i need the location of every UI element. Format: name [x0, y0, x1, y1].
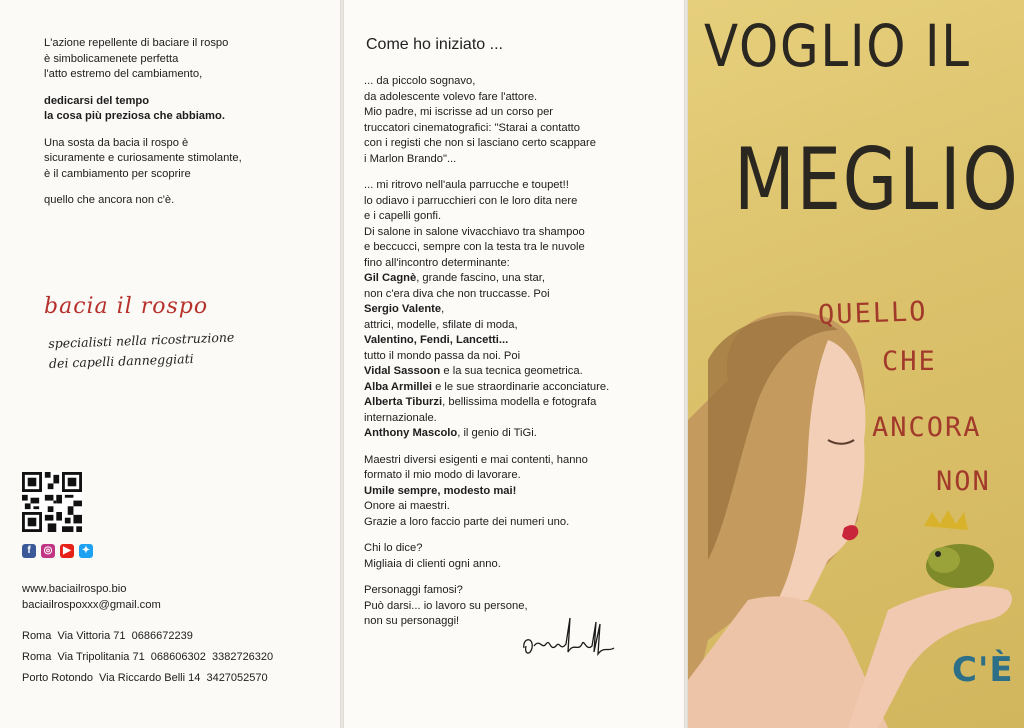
intro-line: sicuramente e curiosamente stimolante,	[44, 152, 242, 164]
story-line	[364, 152, 674, 168]
story-name: Valentino, Fendi, Lancetti...	[364, 334, 509, 346]
story-fragment: Può darsi... io lavoro su persone,	[364, 599, 528, 612]
story-fragment: i Marlon Brando"...	[364, 152, 457, 165]
story-text	[364, 74, 674, 630]
story-fragment: Onore ai maestri.	[364, 500, 450, 512]
intro-line: la cosa più preziosa che abbiamo.	[44, 110, 225, 122]
story-fragment: , il genio di TiGi.	[457, 427, 537, 439]
signature-image	[520, 608, 630, 668]
story-fragment: e le sue straordinarie acconciature.	[431, 380, 610, 393]
address-line: Porto Rotondo Via Riccardo Belli 14 3427052570	[22, 672, 268, 684]
cover-phrase-word: NON	[936, 466, 991, 497]
story-line	[364, 499, 674, 515]
contacts	[22, 582, 161, 613]
cover-phrase-word: ANCORA	[872, 412, 982, 443]
story-fragment: Maestri diversi esigenti e mai contenti, hanno	[364, 453, 588, 466]
story-line	[364, 318, 674, 334]
cover-phrase-word: QUELLO	[817, 296, 929, 331]
story-line	[364, 121, 674, 137]
story-line	[364, 395, 674, 411]
story-fragment: truccatori cinematografici: "Starai a contatto	[364, 121, 581, 134]
story-line	[364, 380, 674, 396]
spacer	[364, 167, 674, 178]
intro-line: l'atto estremo del cambiamento,	[44, 68, 203, 80]
story-line	[364, 105, 674, 121]
story-line	[364, 515, 674, 531]
story-name: Anthony Mascolo	[364, 427, 458, 439]
story-line	[364, 541, 674, 557]
story-fragment: , bellissima modella e fotografa	[442, 396, 597, 408]
spacer	[44, 83, 314, 94]
story-line	[364, 333, 674, 349]
story-line	[364, 225, 674, 241]
intro-text	[44, 36, 314, 209]
spacer	[44, 125, 314, 136]
story-fragment: Di salone in salone vivacchiavo tra shampoo	[364, 225, 585, 238]
instagram-icon[interactable]: ◎	[41, 544, 55, 558]
cover-panel	[688, 0, 1024, 728]
story-fragment: attrici, modelle, sfilate di moda,	[364, 318, 518, 331]
story-line	[364, 453, 674, 469]
cover-title-line-2: MEGLIO	[734, 130, 1020, 230]
address-line: Roma Via Tripolitania 71 068606302 3382726320	[22, 651, 274, 663]
address-line: Roma Via Vittoria 71 0686672239	[22, 630, 193, 642]
story-fragment: e beccucci, sempre con la testa tra le nuvole	[364, 241, 585, 253]
cover-phrase-word: CHE	[882, 346, 937, 377]
brand-tagline	[48, 328, 235, 374]
spacer	[364, 572, 674, 583]
intro-line: quello che ancora non c'è.	[44, 194, 175, 206]
intro-line: Una sosta da bacia il rospo è	[44, 136, 189, 149]
story-name: Gil Cagnè	[364, 272, 417, 284]
cover-illustration	[688, 0, 1024, 728]
brand-logo: bacia il rospo	[44, 294, 209, 319]
spacer	[364, 530, 674, 541]
intro-line: dedicarsi del tempo	[44, 94, 150, 107]
intro-line: è simbolicamenete perfetta	[44, 52, 179, 65]
tagline-line-2: dei capelli danneggiati	[48, 350, 194, 371]
social-icons	[22, 544, 93, 558]
story-line	[364, 240, 674, 256]
story-fragment: non c'era diva che non truccasse. Poi	[364, 287, 550, 300]
story-fragment: ,	[441, 303, 445, 315]
youtube-icon[interactable]: ▶	[60, 544, 74, 558]
story-line	[364, 271, 674, 287]
story-fragment: internazionale.	[364, 411, 437, 424]
story-fragment: fino all'incontro determinante:	[364, 256, 510, 269]
story-fragment: Grazie a loro faccio parte dei numeri uno.	[364, 515, 570, 528]
story-name: Alberta Tiburzi	[364, 396, 443, 408]
story-line	[364, 484, 674, 500]
twitter-icon[interactable]: ✦	[79, 544, 93, 558]
story-line	[364, 468, 674, 484]
story-fragment: Personaggi famosi?	[364, 584, 463, 596]
story-line	[364, 302, 674, 318]
story-line	[364, 426, 674, 442]
spacer	[364, 442, 674, 453]
spacer	[44, 182, 314, 193]
story-fragment: ... da piccolo sognavo,	[364, 75, 476, 87]
story-fragment: lo odiavo i parrucchieri con le loro dita nere	[364, 194, 578, 207]
story-fragment: e i capelli gonfi.	[364, 210, 442, 222]
intro-line: è il cambiamento per scoprire	[44, 167, 191, 180]
story-name: Alba Armillei	[364, 380, 432, 393]
story-fragment: , grande fascino, una star,	[416, 272, 545, 284]
story-fragment: con i registi che non si lasciano certo scappare	[364, 137, 596, 149]
facebook-icon[interactable]: f	[22, 544, 36, 558]
story-name: Umile sempre, modesto mai!	[364, 484, 517, 497]
story-line	[364, 256, 674, 272]
story-line	[364, 209, 674, 225]
story-fragment: Mio padre, mi iscrisse ad un corso per	[364, 106, 554, 118]
cover-title-line-1: VOGLIO IL	[704, 12, 971, 80]
story-line	[364, 194, 674, 210]
story-fragment: tutto il mondo passa da noi. Poi	[364, 349, 521, 362]
story-fragment: da adolescente volevo fare l'attore.	[364, 90, 538, 103]
story-line	[364, 74, 674, 90]
story-fragment: non su personaggi!	[364, 615, 460, 627]
story-fragment: Migliaia di clienti ogni anno.	[364, 557, 501, 570]
story-line	[364, 136, 674, 152]
tagline-line-1: specialisti nella ricostruzione	[48, 329, 235, 351]
story-line	[364, 583, 674, 599]
story-line	[364, 349, 674, 365]
email-link[interactable]: baciailrospoxxx@gmail.com	[22, 598, 161, 611]
story-line	[364, 364, 674, 380]
story-line	[364, 90, 674, 106]
intro-line: L'azione repellente di baciare il rospo	[44, 37, 229, 49]
cover-closing-word: C'È	[952, 650, 1014, 690]
story-fragment: Chi lo dice?	[364, 542, 423, 554]
story-line	[364, 411, 674, 427]
story-name: Vidal Sassoon	[364, 365, 441, 377]
story-fragment: formato il mio modo di lavorare.	[364, 469, 521, 481]
story-fragment: e la sua tecnica geometrica.	[440, 365, 583, 377]
story-line	[364, 557, 674, 573]
qr-code[interactable]	[22, 472, 82, 532]
section-title: Come ho iniziato ...	[366, 36, 503, 53]
website-link[interactable]: www.baciailrospo.bio	[22, 583, 127, 595]
story-fragment: ... mi ritrovo nell'aula parrucche e toupet!!	[364, 179, 569, 191]
story-line	[364, 178, 674, 194]
story-name: Sergio Valente	[364, 303, 442, 315]
story-line	[364, 287, 674, 303]
